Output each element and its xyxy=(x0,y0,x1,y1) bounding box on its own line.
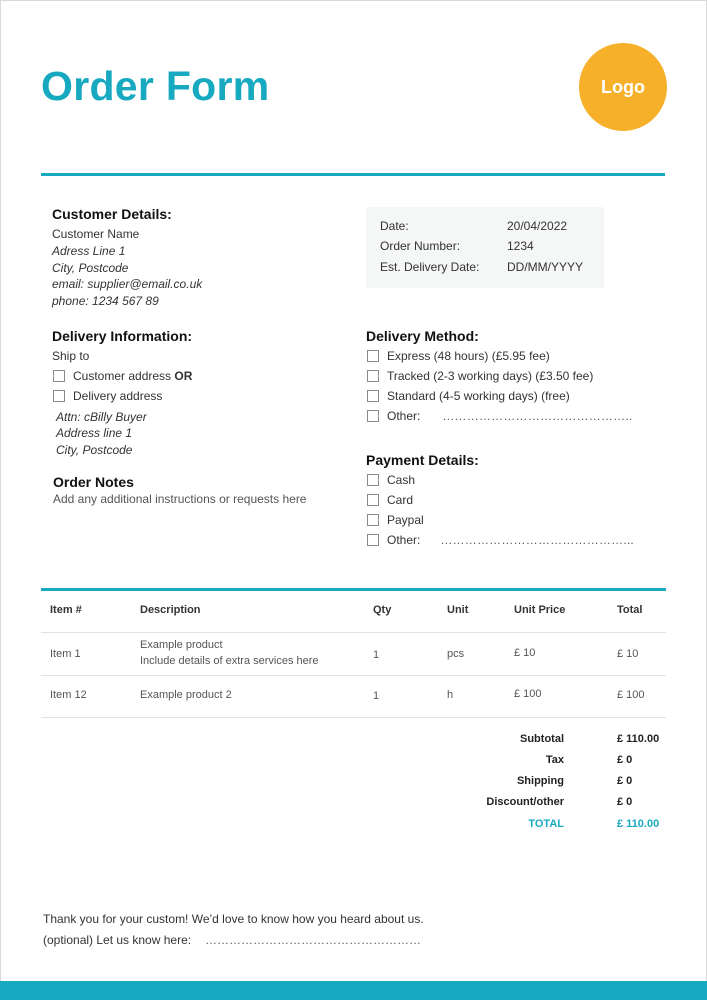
table-divider xyxy=(41,588,666,591)
card-checkbox[interactable] xyxy=(367,494,379,506)
paypal-label: Paypal xyxy=(387,513,424,527)
customer-address-line: Adress Line 1 xyxy=(52,244,126,258)
row-divider xyxy=(41,675,666,676)
col-qty: Qty xyxy=(373,604,392,616)
express-label: Express (48 hours) (£5.95 fee) xyxy=(387,349,550,363)
express-checkbox[interactable] xyxy=(367,350,379,362)
col-item: Item # xyxy=(50,604,82,616)
logo xyxy=(579,43,667,131)
shipping-value: £ 0 xyxy=(617,775,633,787)
delivery-address-checkbox[interactable] xyxy=(53,390,65,402)
order-number-value[interactable]: 1234 xyxy=(507,239,534,253)
tracked-checkbox[interactable] xyxy=(367,370,379,382)
delivery-other-field[interactable]: ……………………………………….. xyxy=(442,409,633,423)
delivery-option-standard[interactable] xyxy=(367,386,570,406)
row1-unit-price: £ 10 xyxy=(514,647,536,659)
discount-label: Discount/other xyxy=(486,796,564,808)
date-label: Date: xyxy=(380,219,409,233)
delivery-attn: Attn: cBilly Buyer xyxy=(56,410,147,424)
delivery-address-label: Delivery address xyxy=(73,389,163,403)
customer-address-option[interactable] xyxy=(53,366,192,386)
customer-phone: phone: 1234 567 89 xyxy=(52,294,159,308)
row2-total: £ 100 xyxy=(617,689,645,701)
payment-other-checkbox[interactable] xyxy=(367,534,379,546)
shipping-label: Shipping xyxy=(516,775,564,787)
delivery-option-other[interactable] xyxy=(367,406,632,426)
customer-address-label: Customer address xyxy=(73,369,172,383)
row2-unit-price: £ 100 xyxy=(514,688,542,700)
row1-total: £ 10 xyxy=(617,648,639,660)
order-notes-heading: Order Notes xyxy=(53,474,134,490)
discount-value: £ 0 xyxy=(617,796,633,808)
standard-label: Standard (4-5 working days) (free) xyxy=(387,389,570,403)
row-divider xyxy=(41,632,666,633)
customer-name: Customer Name xyxy=(52,227,140,241)
delivery-option-express[interactable] xyxy=(367,346,550,366)
payment-option-card[interactable] xyxy=(367,490,413,510)
paypal-checkbox[interactable] xyxy=(367,514,379,526)
payment-option-other[interactable] xyxy=(367,530,634,550)
cash-checkbox[interactable] xyxy=(367,474,379,486)
date-value[interactable]: 20/04/2022 xyxy=(507,219,568,233)
ship-to-label: Ship to xyxy=(52,349,90,363)
payment-option-cash[interactable] xyxy=(367,470,415,490)
row1-description: Example product xyxy=(140,639,223,651)
delivery-method-heading: Delivery Method: xyxy=(366,328,479,344)
tracked-label: Tracked (2-3 working days) (£3.50 fee) xyxy=(387,369,594,383)
card-label: Card xyxy=(387,493,414,507)
row2-item: Item 12 xyxy=(50,689,87,701)
row2-qty: 1 xyxy=(373,690,380,702)
customer-email: email: supplier@email.co.uk xyxy=(52,277,203,291)
row1-unit: pcs xyxy=(447,648,465,660)
delivery-other-checkbox[interactable] xyxy=(367,410,379,422)
or-label: OR xyxy=(174,369,193,383)
total-label: TOTAL xyxy=(528,818,564,830)
delivery-address-line: Address line 1 xyxy=(56,426,133,440)
header-divider xyxy=(41,173,665,176)
delivery-date-value[interactable]: DD/MM/YYYY xyxy=(507,260,584,274)
thank-you-message: Thank you for your custom! We’d love to know how you heard about us. xyxy=(43,912,424,926)
payment-details-heading: Payment Details: xyxy=(366,452,479,468)
col-unit-price: Unit Price xyxy=(514,604,566,616)
subtotal-value: £ 110.00 xyxy=(617,733,660,745)
feedback-prompt: (optional) Let us know here: xyxy=(43,933,192,947)
delivery-address-option[interactable] xyxy=(53,386,162,406)
customer-address-checkbox[interactable] xyxy=(53,370,65,382)
total-value: £ 110.00 xyxy=(617,818,660,830)
row1-qty: 1 xyxy=(373,649,380,661)
customer-details-heading: Customer Details: xyxy=(52,206,172,222)
delivery-info-heading: Delivery Information: xyxy=(52,328,193,344)
logo-text: Logo xyxy=(601,76,645,97)
col-description: Description xyxy=(140,604,201,616)
customer-city: City, Postcode xyxy=(52,261,129,275)
payment-other-field[interactable]: ………………………………………... xyxy=(440,533,634,547)
payment-other-label: Other: xyxy=(387,533,421,547)
tax-label: Tax xyxy=(545,754,564,766)
col-unit: Unit xyxy=(447,604,469,616)
delivery-option-tracked[interactable] xyxy=(367,366,593,386)
footer-bar xyxy=(0,981,707,1000)
row1-item: Item 1 xyxy=(50,648,81,660)
order-number-label: Order Number: xyxy=(380,239,461,253)
payment-option-paypal[interactable] xyxy=(367,510,424,530)
standard-checkbox[interactable] xyxy=(367,390,379,402)
row1-description-detail: Include details of extra services here xyxy=(140,655,319,667)
delivery-city: City, Postcode xyxy=(56,443,133,457)
subtotal-label: Subtotal xyxy=(520,733,564,745)
row2-description: Example product 2 xyxy=(140,689,232,701)
row-divider xyxy=(41,717,666,718)
order-notes-text[interactable]: Add any additional instructions or requests here xyxy=(53,492,307,506)
page-title: Order Form xyxy=(41,63,270,109)
cash-label: Cash xyxy=(387,473,416,487)
delivery-date-label: Est. Delivery Date: xyxy=(380,260,480,274)
feedback-field[interactable]: ……………………………………………… xyxy=(205,933,421,947)
tax-value: £ 0 xyxy=(617,754,633,766)
col-total: Total xyxy=(617,604,643,616)
delivery-other-label: Other: xyxy=(387,409,421,423)
row2-unit: h xyxy=(447,689,454,701)
